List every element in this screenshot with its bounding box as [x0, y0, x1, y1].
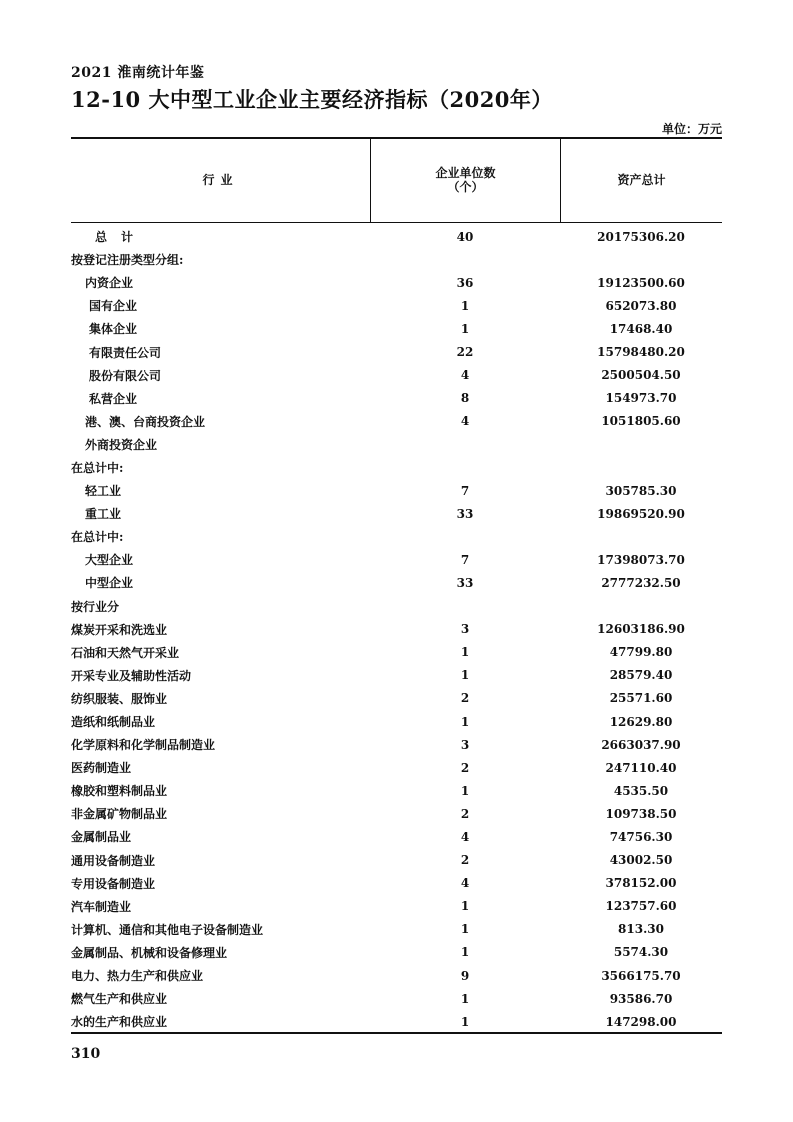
row-enterprise-count: 1: [460, 922, 470, 937]
row-industry-name: 股份有限公司: [89, 368, 162, 383]
row-industry-name: 国有企业: [89, 299, 138, 314]
row-enterprise-count: 2: [460, 760, 470, 775]
row-total-assets: 305785.30: [605, 483, 677, 498]
row-total-assets: 12629.80: [609, 714, 673, 729]
row-total-assets: 19869520.90: [597, 506, 685, 521]
row-total-assets: 93586.70: [609, 991, 673, 1006]
row-enterprise-count: 9: [460, 968, 470, 983]
column-header-industry: 行业: [202, 173, 239, 187]
row-enterprise-count: 1: [460, 321, 470, 336]
row-industry-name: 金属制品、机械和设备修理业: [71, 945, 228, 960]
table-body: [71, 225, 722, 1033]
table-row: [71, 548, 722, 571]
row-enterprise-count: 1: [460, 714, 470, 729]
table-row: [71, 410, 722, 433]
table-row: [71, 687, 722, 710]
table-row: [71, 710, 722, 733]
table-row: [71, 433, 722, 456]
table-row: [71, 941, 722, 964]
row-enterprise-count: 4: [460, 368, 470, 383]
table-row: [71, 502, 722, 525]
table-title: 12-10 大中型工业企业主要经济指标（2020年）: [71, 87, 553, 112]
row-total-assets: 2500504.50: [601, 368, 681, 383]
row-industry-name: 医药制造业: [71, 761, 132, 776]
row-industry-name: 橡胶和塑料制品业: [71, 784, 168, 799]
table-bottom-rule: [71, 1032, 722, 1034]
table-row: [71, 779, 722, 802]
row-industry-name: 总计: [95, 230, 148, 245]
unit-label: 单位：万元: [661, 122, 722, 136]
row-total-assets: 4535.50: [613, 783, 669, 798]
row-industry-name: 化学原料和化学制品制造业: [71, 738, 216, 753]
row-enterprise-count: 36: [456, 275, 474, 290]
row-industry-name: 重工业: [85, 507, 122, 522]
row-total-assets: 1051805.60: [601, 414, 681, 429]
row-industry-name: 通用设备制造业: [71, 853, 156, 868]
row-total-assets: 378152.00: [605, 876, 677, 891]
table-row: [71, 756, 722, 779]
row-industry-name: 按行业分: [71, 599, 120, 614]
row-industry-name: 纺织服装、服饰业: [71, 691, 168, 706]
row-industry-name: 计算机、通信和其他电子设备制造业: [71, 922, 264, 937]
row-industry-name: 港、澳、台商投资企业: [85, 414, 206, 429]
row-industry-name: 中型企业: [85, 576, 134, 591]
row-total-assets: 28579.40: [609, 668, 673, 683]
row-industry-name: 汽车制造业: [71, 899, 132, 914]
row-total-assets: 2777232.50: [601, 575, 681, 590]
row-total-assets: 17468.40: [609, 321, 673, 336]
row-industry-name: 大型企业: [85, 553, 134, 568]
table-row: [71, 733, 722, 756]
table-row: [71, 802, 722, 825]
row-industry-name: 专用设备制造业: [71, 876, 156, 891]
table-row: [71, 1010, 722, 1033]
row-total-assets: 19123500.60: [597, 275, 685, 290]
row-industry-name: 在总计中:: [71, 530, 124, 545]
row-total-assets: 20175306.20: [597, 229, 685, 244]
table-row: [71, 225, 722, 248]
table-row: [71, 294, 722, 317]
row-industry-name: 造纸和纸制品业: [71, 715, 156, 730]
row-enterprise-count: 4: [460, 414, 470, 429]
row-enterprise-count: 1: [460, 1014, 470, 1029]
table-row: [71, 364, 722, 387]
row-industry-name: 非金属矿物制品业: [71, 807, 168, 822]
column-header-count: [371, 138, 560, 222]
column-header-count-line1: 企业单位数: [435, 166, 496, 180]
row-enterprise-count: 1: [460, 298, 470, 313]
row-enterprise-count: 7: [460, 552, 470, 567]
row-total-assets: 17398073.70: [597, 552, 685, 567]
row-industry-name: 有限责任公司: [89, 345, 162, 360]
row-enterprise-count: 22: [456, 345, 474, 360]
row-enterprise-count: 8: [460, 391, 470, 406]
row-enterprise-count: 1: [460, 645, 470, 660]
table-row: [71, 595, 722, 618]
table-row: [71, 825, 722, 848]
table-row: [71, 872, 722, 895]
table-row: [71, 248, 722, 271]
row-total-assets: 109738.50: [605, 806, 677, 821]
row-enterprise-count: 7: [460, 483, 470, 498]
row-enterprise-count: 3: [460, 622, 470, 637]
table-row: [71, 618, 722, 641]
row-total-assets: 15798480.20: [597, 345, 685, 360]
table-row: [71, 895, 722, 918]
row-industry-name: 水的生产和供应业: [71, 1015, 168, 1030]
row-industry-name: 轻工业: [85, 484, 122, 499]
row-total-assets: 154973.70: [605, 391, 677, 406]
table-row: [71, 271, 722, 294]
row-total-assets: 74756.30: [609, 829, 673, 844]
row-enterprise-count: 1: [460, 991, 470, 1006]
row-enterprise-count: 2: [460, 691, 470, 706]
row-industry-name: 煤炭开采和洗选业: [71, 622, 168, 637]
row-total-assets: 12603186.90: [597, 622, 685, 637]
row-enterprise-count: 3: [460, 737, 470, 752]
table-row: [71, 387, 722, 410]
yearbook-title: 2021 淮南统计年鉴: [71, 65, 205, 81]
row-industry-name: 在总计中:: [71, 460, 124, 475]
row-total-assets: 652073.80: [605, 298, 677, 313]
row-enterprise-count: 33: [456, 506, 474, 521]
row-industry-name: 石油和天然气开采业: [71, 645, 180, 660]
row-enterprise-count: 4: [460, 876, 470, 891]
row-enterprise-count: 2: [460, 853, 470, 868]
row-total-assets: 813.30: [618, 922, 664, 937]
row-total-assets: 123757.60: [605, 899, 677, 914]
row-enterprise-count: 1: [460, 899, 470, 914]
row-enterprise-count: 40: [456, 229, 474, 244]
row-enterprise-count: 33: [456, 575, 474, 590]
table-row: [71, 849, 722, 872]
table-row: [71, 456, 722, 479]
table-row: [71, 964, 722, 987]
row-enterprise-count: 2: [460, 806, 470, 821]
table-row: [71, 317, 722, 340]
table-header-rule: [71, 222, 722, 223]
row-industry-name: 电力、热力生产和供应业: [71, 969, 204, 984]
row-total-assets: 5574.30: [613, 945, 669, 960]
row-total-assets: 247110.40: [605, 760, 677, 775]
row-industry-name: 外商投资企业: [85, 437, 158, 452]
row-enterprise-count: 1: [460, 783, 470, 798]
row-industry-name: 按登记注册类型分组:: [71, 253, 184, 268]
row-industry-name: 开采专业及辅助性活动: [71, 668, 192, 683]
table-row: [71, 571, 722, 594]
row-enterprise-count: 4: [460, 829, 470, 844]
row-total-assets: 3566175.70: [601, 968, 681, 983]
row-total-assets: 25571.60: [609, 691, 673, 706]
table-row: [71, 340, 722, 363]
row-total-assets: 147298.00: [605, 1014, 677, 1029]
row-industry-name: 金属制品业: [71, 830, 132, 845]
page-number: 310: [71, 1046, 101, 1062]
table-row: [71, 479, 722, 502]
column-header-assets: 资产总计: [617, 173, 666, 187]
table-row: [71, 641, 722, 664]
row-industry-name: 内资企业: [85, 276, 134, 291]
row-industry-name: 集体企业: [89, 322, 138, 337]
table-row: [71, 664, 722, 687]
column-header-count-line2: （个）: [447, 180, 484, 194]
row-total-assets: 43002.50: [609, 853, 673, 868]
row-industry-name: 燃气生产和供应业: [71, 992, 168, 1007]
row-total-assets: 2663037.90: [601, 737, 681, 752]
row-enterprise-count: 1: [460, 945, 470, 960]
table-row: [71, 525, 722, 548]
table-row: [71, 918, 722, 941]
row-industry-name: 私营企业: [89, 391, 138, 406]
table-row: [71, 987, 722, 1010]
row-enterprise-count: 1: [460, 668, 470, 683]
row-total-assets: 47799.80: [609, 645, 673, 660]
